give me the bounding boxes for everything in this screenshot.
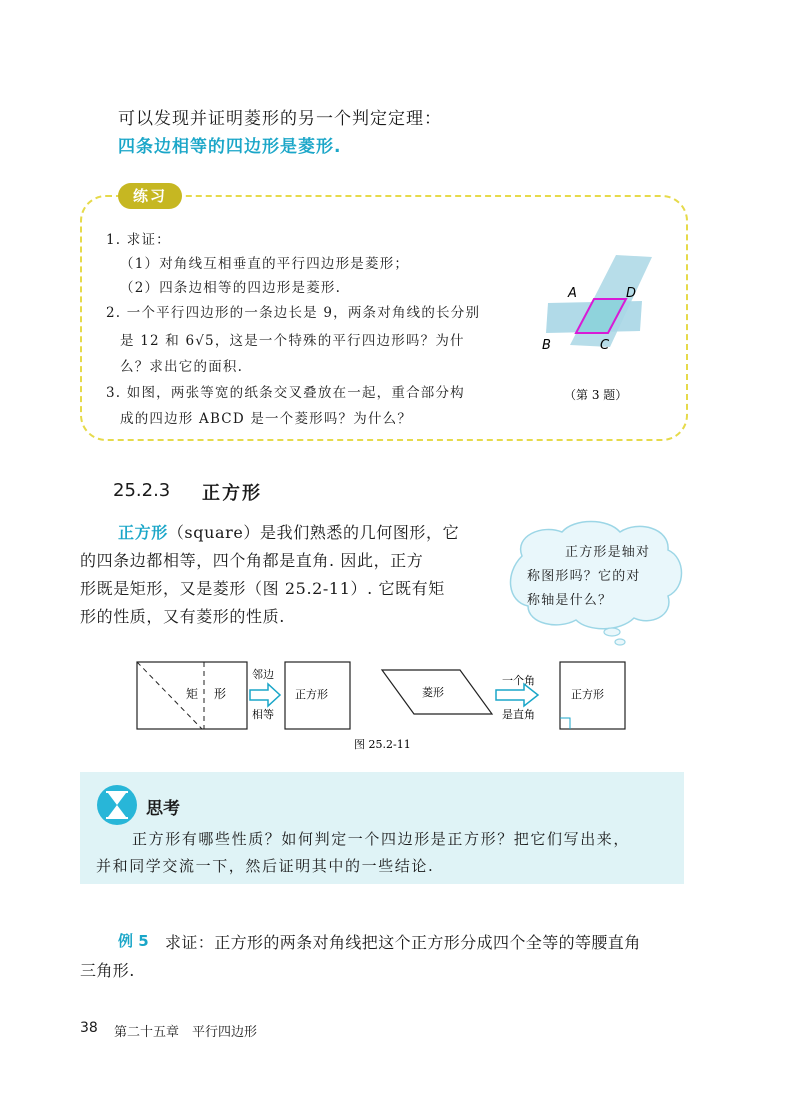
rect-label-1: 矩 — [186, 687, 199, 701]
arrow-right-icon — [250, 684, 280, 706]
label-a: A — [568, 286, 577, 301]
page-number: 38 — [80, 1020, 98, 1036]
example-label: 例 5 — [118, 932, 149, 950]
cloud-line1: 正方形是轴对 — [565, 545, 651, 560]
square-def-line1-rest: （square）是我们熟悉的几何图形，它 — [167, 523, 460, 542]
label-b: B — [542, 338, 551, 353]
intro-line: 可以发现并证明菱形的另一个判定定理： — [118, 109, 442, 129]
practice-line: 是 12 和 6√5，这是一个特殊的平行四边形吗？为什 — [120, 333, 465, 349]
arrow-right-icon — [496, 684, 538, 706]
cloud-bubble-1 — [604, 628, 620, 636]
section-title: 正方形 — [202, 483, 262, 504]
square2-label: 正方形 — [571, 688, 604, 701]
label-c: C — [600, 338, 610, 353]
cloud-bubble-2 — [615, 639, 625, 645]
figure-caption: （第 3 题） — [564, 388, 628, 402]
practice-line: （1）对角线互相垂直的平行四边形是菱形； — [120, 256, 410, 272]
chapter-title: 第二十五章 平行四边形 — [114, 1025, 258, 1040]
label-d: D — [626, 286, 637, 301]
paper-strips-figure — [520, 245, 670, 405]
practice-line: 成的四边形 ABCD 是一个菱形吗？为什么？ — [120, 411, 413, 427]
think-line2: 并和同学交流一下，然后证明其中的一些结论. — [96, 857, 435, 875]
practice-line: 2. 一个平行四边形的一条边长是 9，两条对角线的长分别 — [106, 305, 481, 321]
square-term: 正方形 — [118, 523, 168, 542]
practice-line: 1. 求证： — [106, 232, 171, 248]
theorem-text: 四条边相等的四边形是菱形. — [118, 137, 342, 157]
square-def-line4: 形的性质，又有菱形的性质. — [80, 607, 285, 626]
example-line1: 求证：正方形的两条对角线把这个正方形分成四个全等的等腰直角 — [165, 933, 641, 952]
rect-label-2: 形 — [214, 687, 227, 701]
right-angle-mark — [560, 718, 570, 729]
square-def-line2: 的四条边都相等，四个角都是直角. 因此，正方 — [80, 551, 424, 570]
hourglass-icon — [96, 784, 138, 826]
square-relation-diagram — [130, 656, 640, 756]
diagram-caption: 图 25.2-11 — [354, 738, 411, 751]
example-line2: 三角形. — [80, 961, 135, 980]
square1-label: 正方形 — [295, 688, 328, 701]
cloud-line2: 称图形吗？它的对 — [527, 569, 641, 584]
practice-line: 么？求出它的面积. — [120, 359, 244, 375]
rhombus-label: 菱形 — [422, 686, 444, 699]
arrow2-top-label: 一个角 — [502, 674, 535, 687]
arrow1-bottom-label: 相等 — [252, 708, 274, 721]
think-title: 思考 — [146, 799, 180, 819]
arrow2-bottom-label: 是直角 — [502, 708, 535, 721]
section-number: 25.2.3 — [113, 480, 171, 501]
arrow1-top-label: 邻边 — [252, 668, 274, 681]
square-def-line1 — [118, 520, 459, 543]
practice-line: （2）四条边相等的四边形是菱形. — [120, 280, 342, 296]
think-line1: 正方形有哪些性质？如何判定一个四边形是正方形？把它们写出来， — [132, 830, 631, 848]
square-def-line3: 形既是矩形，又是菱形（图 25.2-11）. 它既有矩 — [80, 579, 445, 598]
practice-line: 3. 如图，两张等宽的纸条交叉叠放在一起，重合部分构 — [106, 385, 465, 401]
cloud-line3: 称轴是什么？ — [527, 593, 613, 608]
practice-tag: 练习 — [118, 183, 182, 209]
